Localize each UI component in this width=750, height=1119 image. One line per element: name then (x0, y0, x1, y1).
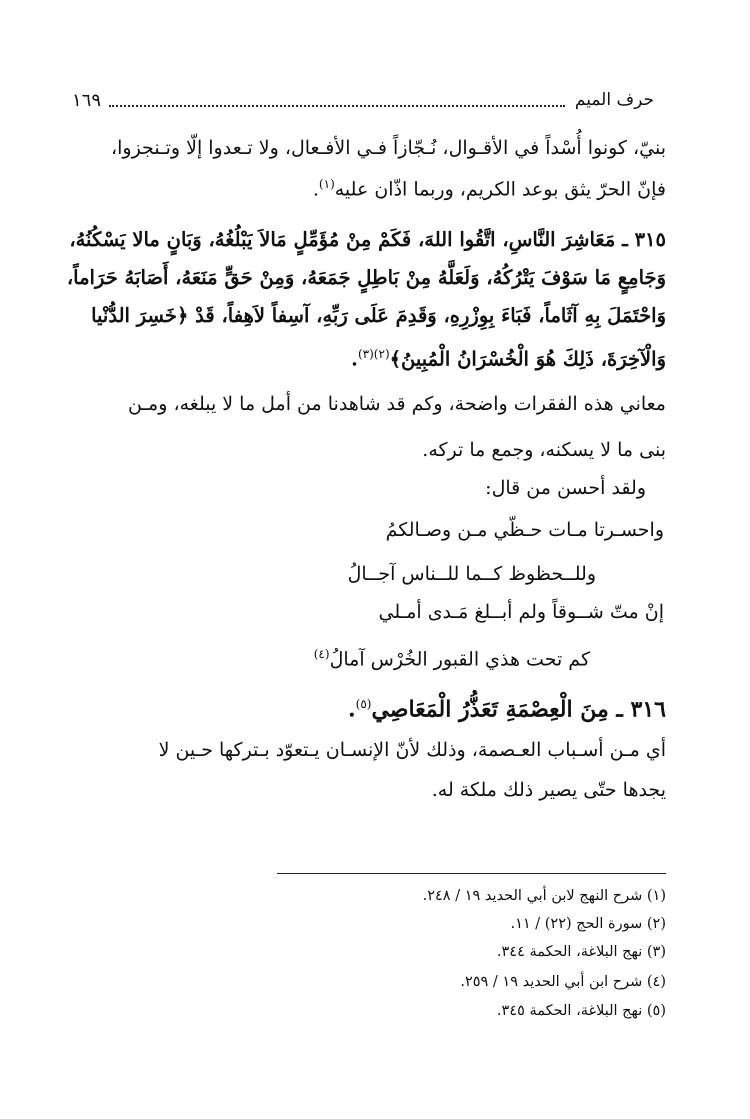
saying-315-line: وَجَامِعٍ مَا سَوْفَ يَتْرُكُهُ، وَلَعَلَّهُ مِنْ بَاطِلٍ جَمَعَهُ، وَمِنْ حَقٍّ مَنَعَهُ، أَصَابَهُ حَرَاماً، (66, 266, 666, 289)
footnote-ref: (٢)(٣) (357, 347, 390, 361)
chapter-title: حرف الميم (574, 90, 654, 110)
saying-315-line: وَالْآخِرَةَ، ذَلِكَ هُوَ الْخُسْرَانُ الْمُبِينُ﴾$^{(٢)(٣)}$. (351, 347, 666, 371)
paragraph-line: بنيّ، كونوا أُسْداً في الأقـوال، نُـجّازاً فـي الأفـعال، ولا تـعدوا إلّا وتـنجزوا، (110, 137, 666, 159)
commentary-line: ولقد أحسن من قال: (485, 477, 646, 499)
footnote: (٥) نهج البلاغة، الحكمة ٣٤٥. (496, 1003, 666, 1019)
verse-line: إنْ متّ شــوقاً ولم أبــلغ مَـدى أمـلي (378, 601, 664, 623)
saying-315-line: وَاحْتَمَلَ بِهِ آثَاماً، فَبَاءَ بِوِزْرِهِ، وَقَدِمَ عَلَى رَبِّهِ، آسِفاً لاَهِفاً، قَدْ ﴿خَسِرَ الدُّنْيا (91, 304, 666, 327)
footnote-ref: (٤) (313, 647, 330, 661)
commentary-line: أي مـن أسـباب العـصمة، وذلك لأنّ الإنسـان يـتعوّد بـتركها حـين لا (158, 739, 666, 761)
footnote: (٤) شرح ابن أبي الحديد ١٩ / ٢٥٩. (460, 974, 666, 990)
commentary-line: بنى ما لا يسكنه، وجمع ما تركه. (422, 439, 666, 461)
page-number: ١٦٩ (72, 89, 102, 111)
footnote: (١) شرح النهج لابن أبي الحديد ١٩ / ٢٤٨. (422, 888, 666, 904)
commentary-line: يجدها حتّى يصير ذلك ملكة له. (431, 779, 666, 801)
footnote-ref: (٥) (355, 697, 372, 711)
paragraph-line: فإنّ الحرّ يثق بوعد الكريم، وربما اذّان عليه$^{(١)}$. (312, 177, 666, 201)
verse-line: كم تحت هذي القبور الخُرْس آمالُ$^{(٤)}$ (313, 647, 590, 671)
footnote: (٢) سورة الحج (٢٢) / ١١. (510, 916, 666, 932)
verse-line: وللــحظوظ كــما للــناس آجــالُ (347, 563, 596, 585)
footnote-ref: (١) (318, 177, 335, 191)
header-dot-leader (109, 93, 565, 107)
saying-316: ٣١٦ ـ مِنَ الْعِصْمَةِ تَعَذُّرُ الْمَعَاصِي$^{(٥)}$. (347, 696, 666, 723)
footnote: (٣) نهج البلاغة، الحكمة ٣٤٤. (496, 944, 666, 960)
commentary-line: معاني هذه الفقرات واضحة، وكم قد شاهدنا من أمل ما لا يبلغه، ومـن (128, 393, 666, 415)
footnote-separator (277, 873, 666, 874)
saying-315-line: ٣١٥ ـ مَعَاشِرَ النَّاسِ، اتَّقُوا اللهَ، فَكَمْ مِنْ مُؤَمِّلٍ مَالاَ يَبْلُغُهُ، وَبَانٍ مالا يَسْكُنُهُ، (69, 228, 666, 251)
verse-line: واحسـرتا مـات حـظّي مـن وصـالكمُ (385, 519, 664, 541)
page-header (72, 86, 654, 114)
